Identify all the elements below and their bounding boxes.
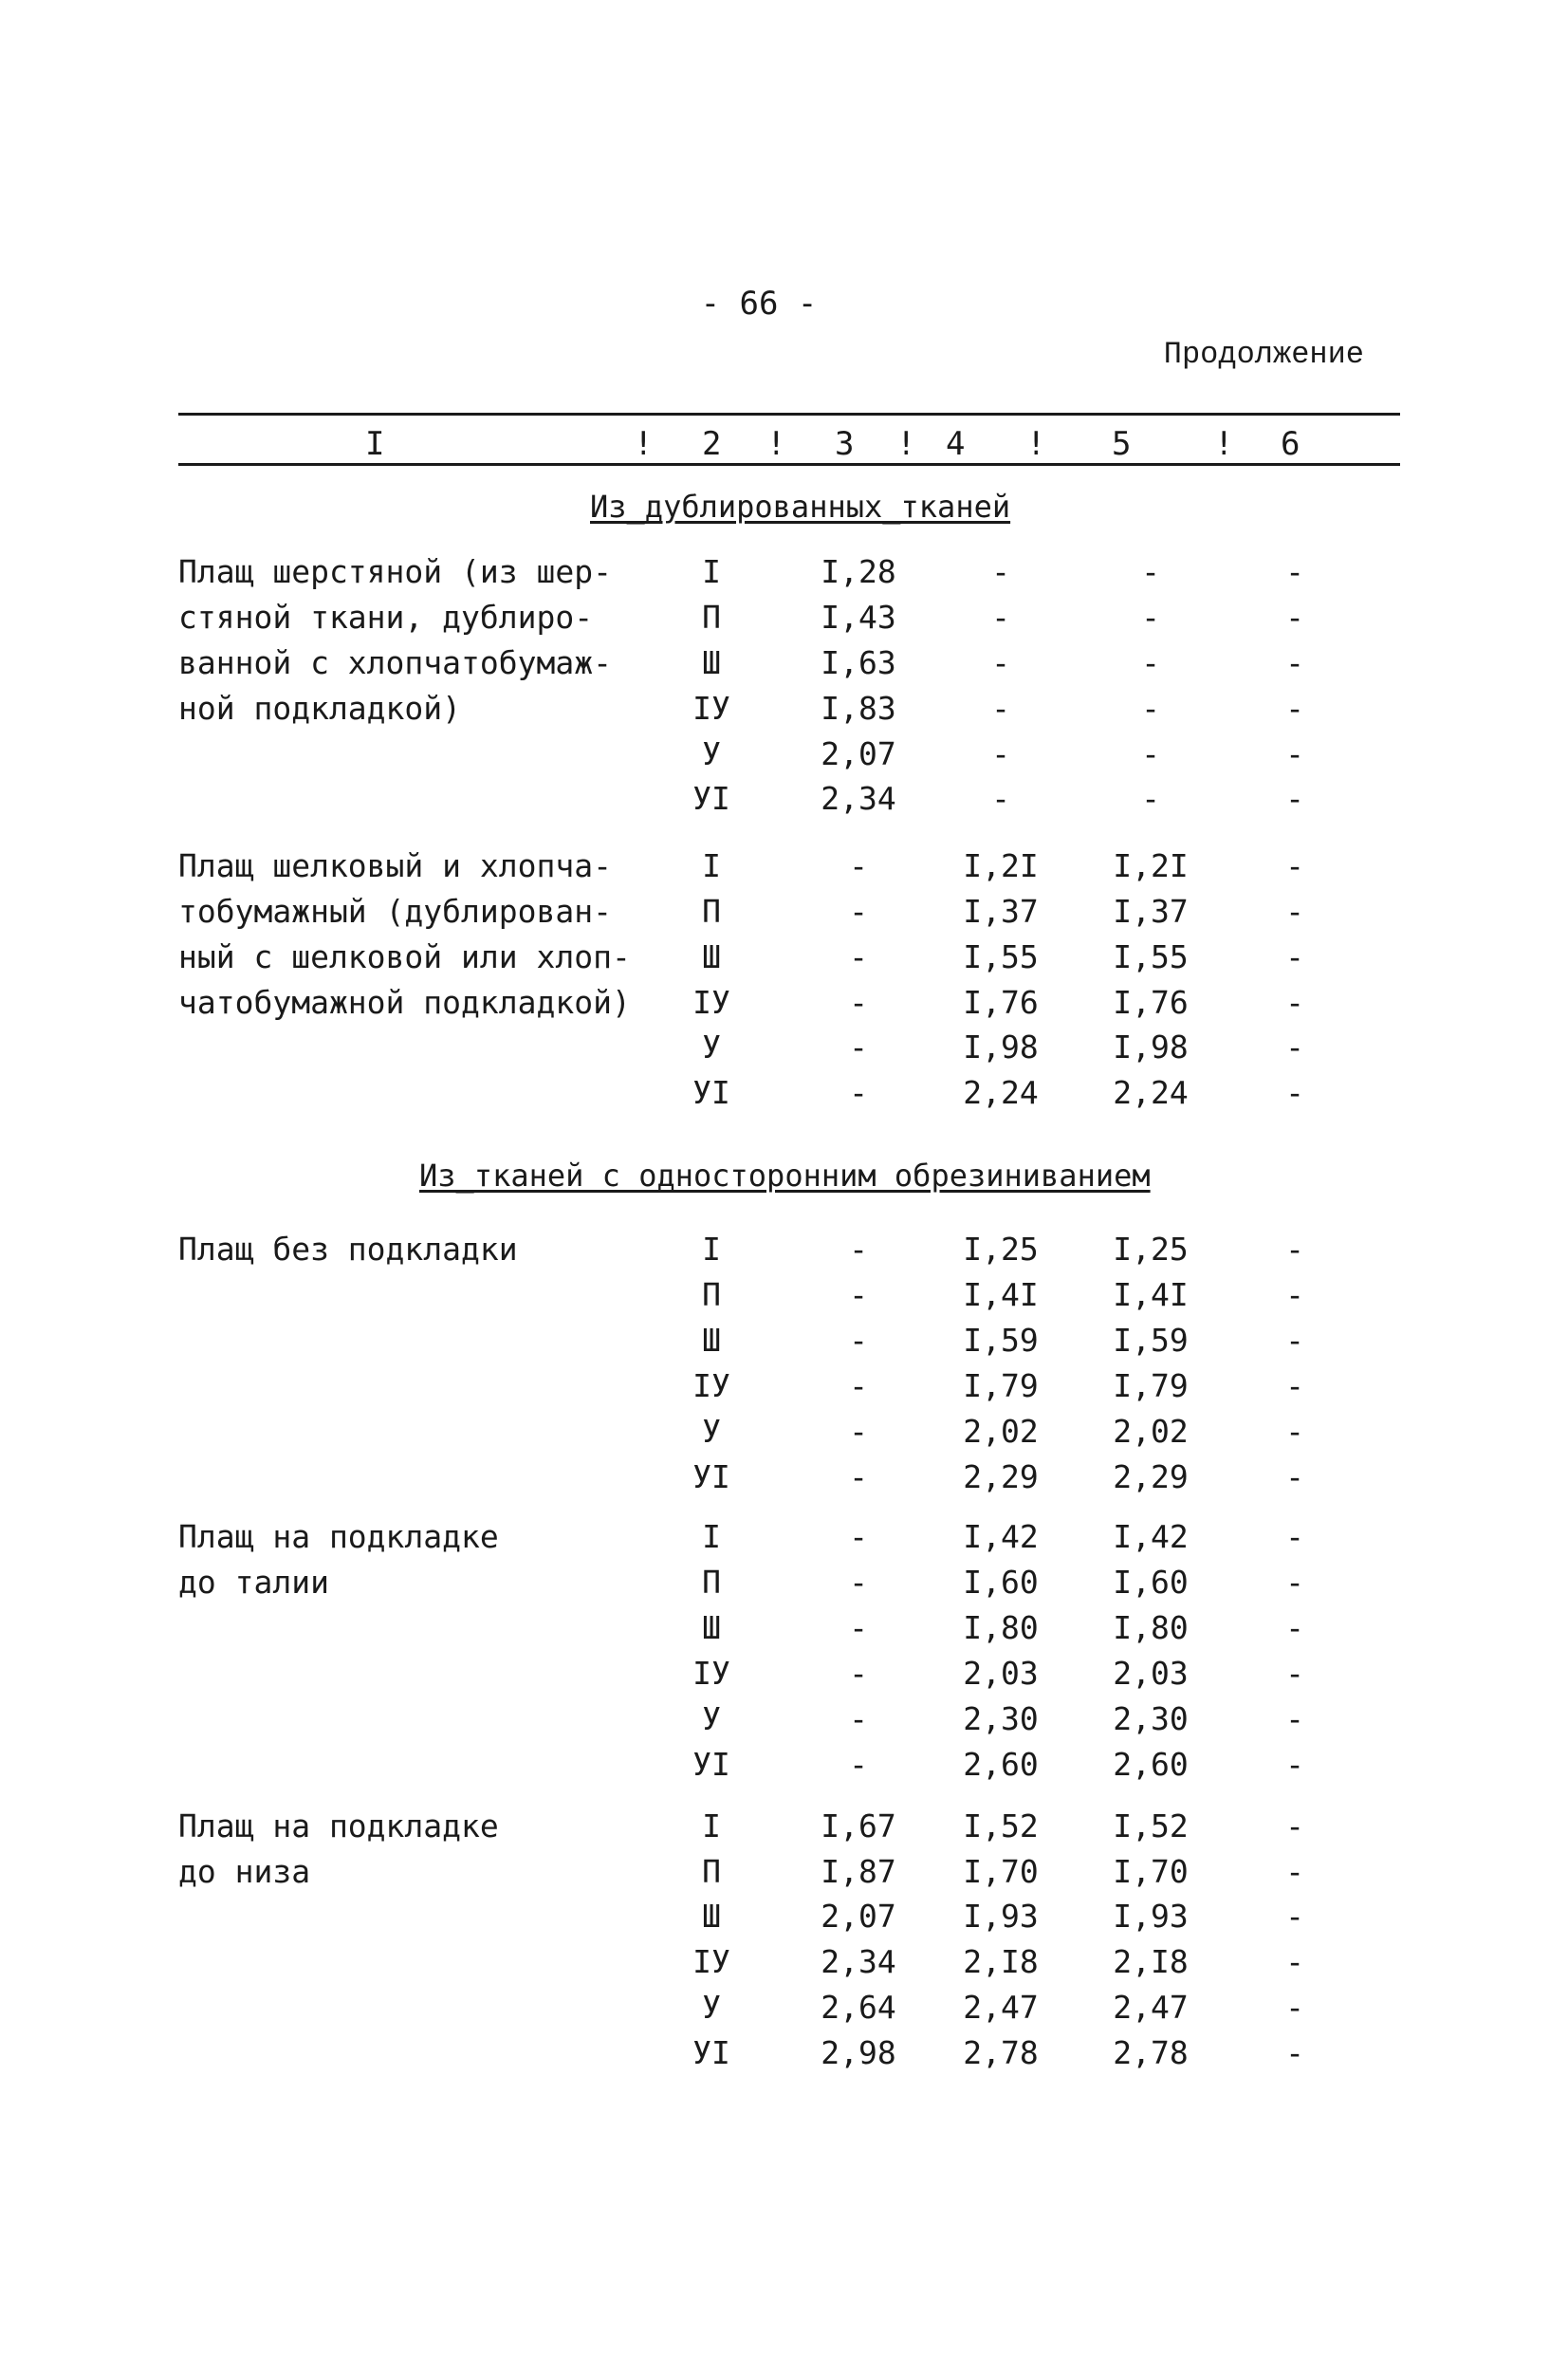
col6-value-cell: - [1285, 1367, 1304, 1404]
col4-value-cell: - [991, 644, 1010, 681]
col4-value-cell: I,4I [963, 1276, 1039, 1313]
col4-value-cell: I,98 [963, 1029, 1039, 1066]
col6-value-cell: - [1285, 690, 1304, 727]
size-group-cell: П [702, 1853, 721, 1890]
col5-value-cell: - [1141, 599, 1160, 636]
col5-value-cell: I,93 [1113, 1898, 1189, 1935]
item-description-cell: Плащ на подкладке [178, 1518, 499, 1555]
col3-value-cell: I,87 [821, 1853, 896, 1890]
col5-value-cell: - [1141, 553, 1160, 590]
col3-value-cell: 2,34 [821, 1943, 896, 1980]
col6-value-cell: - [1285, 1898, 1304, 1935]
col3-value-cell: - [849, 1458, 868, 1495]
table-row [0, 1943, 1568, 1989]
col6-value-cell: - [1285, 553, 1304, 590]
size-group-cell: УI [692, 2034, 730, 2071]
size-group-cell: IУ [692, 690, 730, 727]
col5-value-cell: I,70 [1113, 1853, 1189, 1890]
col3-value-cell: 2,07 [821, 1898, 896, 1935]
col5-value-cell: - [1141, 644, 1160, 681]
col4-value-cell: 2,I8 [963, 1943, 1039, 1980]
table-row [0, 1231, 1568, 1276]
size-group-cell: I [702, 553, 721, 590]
col4-value-cell: 2,24 [963, 1074, 1039, 1111]
size-group-cell: УI [692, 780, 730, 817]
table-row [0, 1367, 1568, 1413]
col3-value-cell: 2,07 [821, 735, 896, 772]
col4-value-cell: I,80 [963, 1609, 1039, 1646]
col5-value-cell: I,4I [1113, 1276, 1189, 1313]
size-group-cell: I [702, 1518, 721, 1555]
col6-value-cell: - [1285, 780, 1304, 817]
col4-value-cell: - [991, 690, 1010, 727]
item-description-cell: Плащ без подкладки [178, 1231, 518, 1268]
col3-value-cell: I,67 [821, 1807, 896, 1844]
col5-value-cell: 2,60 [1113, 1746, 1189, 1783]
item-description-cell: до талии [178, 1564, 329, 1601]
col6-value-cell: - [1285, 1231, 1304, 1268]
col5-value-cell: 2,03 [1113, 1655, 1189, 1692]
col6-value-cell: - [1285, 1609, 1304, 1646]
table-row [0, 2034, 1568, 2080]
col4-value-cell: I,70 [963, 1853, 1039, 1890]
table-header-rule [178, 463, 1400, 466]
size-group-cell: Ш [702, 1609, 721, 1646]
column-header-1: I [365, 425, 385, 463]
col3-value-cell: I,28 [821, 553, 896, 590]
table-row [0, 1276, 1568, 1322]
col6-value-cell: - [1285, 2034, 1304, 2071]
col4-value-cell: I,25 [963, 1231, 1039, 1268]
table-row [0, 735, 1568, 781]
col4-value-cell: I,37 [963, 893, 1039, 930]
size-group-cell: Ш [702, 1322, 721, 1359]
size-group-cell: IУ [692, 1943, 730, 1980]
size-group-cell: У [702, 1413, 721, 1450]
table-row [0, 1989, 1568, 2034]
section-title-obrezinennye: Из_тканей с односторонним обрезиниванием [419, 1158, 1151, 1194]
col3-value-cell: - [849, 938, 868, 975]
col5-value-cell: 2,24 [1113, 1074, 1189, 1111]
table-row [0, 1807, 1568, 1853]
size-group-cell: У [702, 1989, 721, 2026]
col3-value-cell: - [849, 1413, 868, 1450]
table-row [0, 599, 1568, 644]
table-row [0, 553, 1568, 599]
table-row [0, 1746, 1568, 1791]
page-number: - 66 - [700, 285, 818, 323]
col4-value-cell: - [991, 780, 1010, 817]
col6-value-cell: - [1285, 893, 1304, 930]
size-group-cell: УI [692, 1746, 730, 1783]
size-group-cell: УI [692, 1074, 730, 1111]
col5-value-cell: I,52 [1113, 1807, 1189, 1844]
col4-value-cell: I,79 [963, 1367, 1039, 1404]
col5-value-cell: 2,29 [1113, 1458, 1189, 1495]
size-group-cell: Ш [702, 1898, 721, 1935]
item-description-cell: Плащ на подкладке [178, 1807, 499, 1844]
col4-value-cell: - [991, 599, 1010, 636]
col3-value-cell: - [849, 1322, 868, 1359]
col6-value-cell: - [1285, 984, 1304, 1021]
col5-value-cell: 2,78 [1113, 2034, 1189, 2071]
col6-value-cell: - [1285, 1074, 1304, 1111]
col6-value-cell: - [1285, 1746, 1304, 1783]
col3-value-cell: I,63 [821, 644, 896, 681]
col3-value-cell: - [849, 893, 868, 930]
col4-value-cell: 2,29 [963, 1458, 1039, 1495]
col6-value-cell: - [1285, 644, 1304, 681]
col3-value-cell: - [849, 1367, 868, 1404]
size-group-cell: I [702, 847, 721, 884]
col4-value-cell: I,42 [963, 1518, 1039, 1555]
col4-value-cell: 2,02 [963, 1413, 1039, 1450]
table-row [0, 690, 1568, 735]
col3-value-cell: 2,98 [821, 2034, 896, 2071]
col6-value-cell: - [1285, 1322, 1304, 1359]
col4-value-cell: I,93 [963, 1898, 1039, 1935]
col5-value-cell: - [1141, 780, 1160, 817]
size-group-cell: IУ [692, 1367, 730, 1404]
table-row [0, 1029, 1568, 1074]
table-row [0, 1564, 1568, 1609]
size-group-cell: I [702, 1231, 721, 1268]
col5-value-cell: 2,30 [1113, 1700, 1189, 1737]
col5-value-cell: I,79 [1113, 1367, 1189, 1404]
table-row [0, 1609, 1568, 1655]
col3-value-cell: - [849, 847, 868, 884]
column-separator: ! [896, 425, 916, 463]
col6-value-cell: - [1285, 599, 1304, 636]
table-row [0, 780, 1568, 825]
item-description-cell: стяной ткани, дублиро- [178, 599, 594, 636]
col5-value-cell: 2,I8 [1113, 1943, 1189, 1980]
col4-value-cell: I,76 [963, 984, 1039, 1021]
col6-value-cell: - [1285, 1853, 1304, 1890]
table-row [0, 938, 1568, 984]
col3-value-cell: 2,34 [821, 780, 896, 817]
col5-value-cell: I,2I [1113, 847, 1189, 884]
section-title-dublirovannye: Из_дублированных_тканей [590, 489, 1011, 525]
size-group-cell: У [702, 1029, 721, 1066]
col3-value-cell: - [849, 1074, 868, 1111]
table-row [0, 984, 1568, 1029]
col6-value-cell: - [1285, 847, 1304, 884]
size-group-cell: П [702, 893, 721, 930]
size-group-cell: П [702, 1276, 721, 1313]
size-group-cell: П [702, 599, 721, 636]
col3-value-cell: I,43 [821, 599, 896, 636]
column-header-5: 5 [1112, 425, 1132, 463]
col6-value-cell: - [1285, 1700, 1304, 1737]
col3-value-cell: - [849, 1564, 868, 1601]
table-row [0, 1322, 1568, 1367]
col5-value-cell: I,59 [1113, 1322, 1189, 1359]
table-row [0, 1655, 1568, 1700]
col6-value-cell: - [1285, 1655, 1304, 1692]
table-row [0, 644, 1568, 690]
col3-value-cell: - [849, 984, 868, 1021]
item-description-cell: ный с шелковой или хлоп- [178, 938, 631, 975]
column-header-6: 6 [1281, 425, 1301, 463]
col6-value-cell: - [1285, 1989, 1304, 2026]
col5-value-cell: - [1141, 690, 1160, 727]
col5-value-cell: I,25 [1113, 1231, 1189, 1268]
item-description-cell: чатобумажной подкладкой) [178, 984, 631, 1021]
col4-value-cell: 2,03 [963, 1655, 1039, 1692]
col4-value-cell: - [991, 553, 1010, 590]
col5-value-cell: 2,47 [1113, 1989, 1189, 2026]
column-header-2: 2 [702, 425, 722, 463]
column-header-3: 3 [835, 425, 855, 463]
col3-value-cell: - [849, 1231, 868, 1268]
table-top-rule [178, 413, 1400, 416]
col4-value-cell: 2,78 [963, 2034, 1039, 2071]
table-row [0, 1413, 1568, 1458]
item-description-cell: ванной с хлопчатобумаж- [178, 644, 612, 681]
column-separator: ! [766, 425, 786, 463]
col4-value-cell: I,2I [963, 847, 1039, 884]
table-row [0, 1898, 1568, 1943]
table-row [0, 1074, 1568, 1120]
item-description-cell: до низа [178, 1853, 311, 1890]
col3-value-cell: I,83 [821, 690, 896, 727]
col5-value-cell: I,60 [1113, 1564, 1189, 1601]
col6-value-cell: - [1285, 735, 1304, 772]
size-group-cell: УI [692, 1458, 730, 1495]
table-row [0, 1458, 1568, 1504]
col6-value-cell: - [1285, 1276, 1304, 1313]
item-description-cell: Плащ шелковый и хлопча- [178, 847, 612, 884]
col6-value-cell: - [1285, 1564, 1304, 1601]
size-group-cell: IУ [692, 1655, 730, 1692]
column-header-4: 4 [946, 425, 966, 463]
col4-value-cell: - [991, 735, 1010, 772]
column-separator: ! [1214, 425, 1234, 463]
size-group-cell: I [702, 1807, 721, 1844]
table-row [0, 847, 1568, 893]
size-group-cell: У [702, 1700, 721, 1737]
col3-value-cell: - [849, 1029, 868, 1066]
col4-value-cell: I,55 [963, 938, 1039, 975]
col3-value-cell: - [849, 1609, 868, 1646]
size-group-cell: Ш [702, 644, 721, 681]
col4-value-cell: I,59 [963, 1322, 1039, 1359]
col3-value-cell: - [849, 1518, 868, 1555]
col5-value-cell: 2,02 [1113, 1413, 1189, 1450]
col3-value-cell: - [849, 1655, 868, 1692]
col4-value-cell: I,52 [963, 1807, 1039, 1844]
table-row [0, 1518, 1568, 1564]
column-separator: ! [634, 425, 654, 463]
col5-value-cell: I,55 [1113, 938, 1189, 975]
col5-value-cell: I,42 [1113, 1518, 1189, 1555]
col5-value-cell: I,98 [1113, 1029, 1189, 1066]
table-row [0, 893, 1568, 938]
item-description-cell: Плащ шерстяной (из шер- [178, 553, 612, 590]
col6-value-cell: - [1285, 1943, 1304, 1980]
col3-value-cell: - [849, 1700, 868, 1737]
size-group-cell: IУ [692, 984, 730, 1021]
column-separator: ! [1026, 425, 1046, 463]
col4-value-cell: 2,30 [963, 1700, 1039, 1737]
continuation-label: Продолжение [1163, 337, 1364, 372]
size-group-cell: У [702, 735, 721, 772]
col4-value-cell: I,60 [963, 1564, 1039, 1601]
col6-value-cell: - [1285, 1807, 1304, 1844]
size-group-cell: Ш [702, 938, 721, 975]
col5-value-cell: - [1141, 735, 1160, 772]
col5-value-cell: I,37 [1113, 893, 1189, 930]
col5-value-cell: I,80 [1113, 1609, 1189, 1646]
col4-value-cell: 2,47 [963, 1989, 1039, 2026]
col3-value-cell: - [849, 1276, 868, 1313]
col6-value-cell: - [1285, 1518, 1304, 1555]
col6-value-cell: - [1285, 1029, 1304, 1066]
col4-value-cell: 2,60 [963, 1746, 1039, 1783]
col5-value-cell: I,76 [1113, 984, 1189, 1021]
col3-value-cell: 2,64 [821, 1989, 896, 2026]
table-row [0, 1700, 1568, 1746]
table-row [0, 1853, 1568, 1899]
col3-value-cell: - [849, 1746, 868, 1783]
col6-value-cell: - [1285, 1458, 1304, 1495]
item-description-cell: ной подкладкой) [178, 690, 462, 727]
col6-value-cell: - [1285, 938, 1304, 975]
item-description-cell: тобумажный (дублирован- [178, 893, 612, 930]
size-group-cell: П [702, 1564, 721, 1601]
col6-value-cell: - [1285, 1413, 1304, 1450]
